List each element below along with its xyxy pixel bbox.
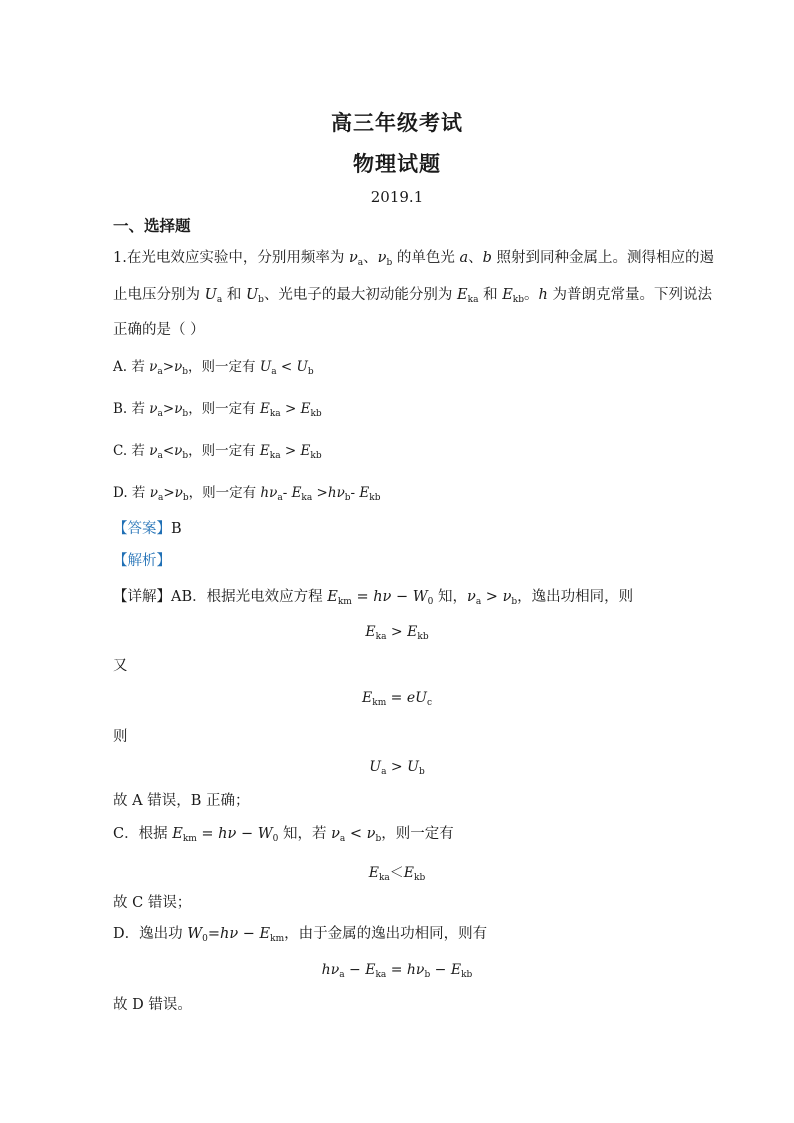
question-text: 为普朗克常量。下列说法 <box>547 287 712 303</box>
sub-kb: kb <box>512 295 524 305</box>
sub-a: a <box>339 834 346 844</box>
nu-symbol: ν <box>466 589 476 605</box>
relation: − <box>344 962 366 978</box>
var-E: E <box>300 443 311 459</box>
sub-kb: kb <box>414 873 426 883</box>
relation: > <box>162 359 175 375</box>
equation-3 <box>0 690 794 708</box>
page-title: 高三年级考试 <box>331 110 463 135</box>
option-text: ，则一定有 <box>188 485 261 501</box>
nu-symbol: ν <box>502 589 512 605</box>
sub-km: km <box>182 834 197 844</box>
analysis-label: 【解析】 <box>113 553 171 569</box>
var-U: U <box>204 287 217 303</box>
equation-4 <box>0 759 794 777</box>
answer-label: 【答案】 <box>113 521 171 537</box>
option-text: ，则一定有 <box>188 359 260 375</box>
relation: > <box>280 443 301 459</box>
var-E: E <box>365 624 376 640</box>
sub-b: b <box>182 409 189 419</box>
detail-line-1 <box>113 587 633 612</box>
relation: - <box>282 485 292 501</box>
question-text: 1.在光电效应实验中，分别用频率为 <box>113 250 349 266</box>
nu-symbol: ν <box>149 359 158 375</box>
relation: > <box>386 759 408 775</box>
sub-a: a <box>475 597 482 607</box>
var-E: E <box>365 962 376 978</box>
detail-line-d: D．逸出功 $W_0=h\nu - E_{km}$，由于金属的逸出功相同，则有 <box>113 926 488 944</box>
nu-symbol: ν <box>336 485 345 501</box>
var-E: E <box>450 962 462 978</box>
exam-date: 2019.1 <box>370 188 424 206</box>
sub-b: b <box>182 367 189 377</box>
sub-a: a <box>157 409 163 419</box>
sub-b: b <box>418 767 425 777</box>
relation: > <box>163 485 175 501</box>
nu-symbol: ν <box>348 250 358 266</box>
var-E: E <box>407 624 418 640</box>
sub-a: a <box>271 367 277 377</box>
sub-kb: kb <box>461 970 473 980</box>
relation: - <box>350 485 360 501</box>
question-text: 。 <box>524 287 539 303</box>
var-U: U <box>245 287 259 303</box>
var-E: E <box>359 485 370 501</box>
sub-0: 0 <box>202 934 208 944</box>
question-text: 和 <box>478 287 503 303</box>
var-b: b <box>482 250 492 266</box>
equation-part: =hν − <box>207 926 260 942</box>
relation: > <box>386 624 408 640</box>
sub-km: km <box>372 698 387 708</box>
var-U: U <box>407 759 419 775</box>
sub-b: b <box>182 493 189 503</box>
sub-kb: kb <box>310 409 322 419</box>
relation: − <box>430 962 451 978</box>
sub-0: 0 <box>272 834 279 844</box>
nu-symbol: ν <box>377 250 387 266</box>
option-label: C. 若 <box>113 443 150 459</box>
equation-part: = hν − W <box>196 826 273 842</box>
relation: ＜ <box>389 865 404 881</box>
option-text: ，则一定有 <box>188 401 260 417</box>
var-U: U <box>369 759 382 775</box>
section-heading: 一、选择题 <box>113 216 191 235</box>
sub-a: a <box>216 295 223 305</box>
sub-a: a <box>339 970 345 980</box>
relation: > <box>280 401 301 417</box>
sub-ka: ka <box>378 873 390 883</box>
sub-a: a <box>157 367 163 377</box>
sub-ka: ka <box>301 493 313 503</box>
sub-kb: kb <box>369 493 381 503</box>
var-h: h <box>327 485 337 501</box>
option-a <box>113 357 314 382</box>
sub-kb: kb <box>417 632 429 642</box>
option-label: A. 若 <box>113 359 150 375</box>
nu-symbol: ν <box>149 443 158 459</box>
equation-part: = eU <box>386 690 427 706</box>
sub-kb: kb <box>310 451 322 461</box>
var-E: E <box>291 485 302 501</box>
question-text: 、光电子的最大初动能分别为 <box>263 287 458 303</box>
separator: 、 <box>468 250 483 266</box>
nu-symbol: ν <box>174 359 183 375</box>
question-text: 照射到同种金属上。测得相应的遏 <box>491 250 715 266</box>
var-E: E <box>362 690 373 706</box>
sub-ka: ka <box>269 409 281 419</box>
var-E: E <box>368 865 379 881</box>
separator: 、 <box>363 250 378 266</box>
detail-text: 知，若 <box>278 826 332 842</box>
detail-you: 又 <box>113 658 128 674</box>
var-E: E <box>327 589 338 605</box>
sub-ka: ka <box>375 970 387 980</box>
equation-5 <box>0 862 794 883</box>
relation: < <box>276 359 297 375</box>
relation: > <box>162 401 175 417</box>
answer-value: B <box>171 521 182 537</box>
question-text: 的单色光 <box>392 250 460 266</box>
nu-symbol: ν <box>174 401 183 417</box>
nu-symbol: ν <box>269 485 278 501</box>
sub-ka: ka <box>269 451 281 461</box>
var-U: U <box>296 359 308 375</box>
sub-a: a <box>277 493 283 503</box>
conclusion-3: 故 D 错误。 <box>113 997 192 1013</box>
detail-text: D．逸出功 <box>113 926 188 942</box>
var-U: U <box>259 359 272 375</box>
sub-km: km <box>337 597 352 607</box>
detail-text: ，由于金属的逸出功相同，则有 <box>284 926 488 942</box>
var-E: E <box>172 826 183 842</box>
detail-text: ，逸出功相同，则 <box>517 589 634 605</box>
sub-b: b <box>424 970 431 980</box>
detail-text: 知， <box>433 589 467 605</box>
detail-text: C．根据 <box>113 826 173 842</box>
sub-b: b <box>511 597 518 607</box>
equation-6 <box>0 962 794 980</box>
var-E: E <box>502 287 513 303</box>
detail-ze: 则 <box>113 729 128 745</box>
var-a: a <box>459 250 469 266</box>
var-E: E <box>259 926 271 942</box>
var-E: E <box>403 865 415 881</box>
sub-a: a <box>157 451 163 461</box>
var-E: E <box>259 401 270 417</box>
detail-text: AB．根据光电效应方程 <box>171 589 328 605</box>
var-E: E <box>259 443 270 459</box>
option-b <box>113 399 322 424</box>
relation: > <box>481 589 503 605</box>
sub-a: a <box>357 258 364 268</box>
option-d <box>113 483 380 508</box>
sub-b: b <box>386 258 393 268</box>
equation-part: = hν <box>386 962 425 978</box>
sub-a: a <box>381 767 387 777</box>
nu-symbol: ν <box>331 826 340 842</box>
nu-symbol: ν <box>149 401 158 417</box>
detail-line-c <box>113 824 454 849</box>
var-h: h <box>538 287 548 303</box>
sub-ka: ka <box>375 632 387 642</box>
var-E: E <box>457 287 468 303</box>
relation: > <box>312 485 328 501</box>
detail-label: 【详解】 <box>113 589 171 605</box>
nu-symbol: ν <box>366 826 376 842</box>
sub-b: b <box>344 493 351 503</box>
option-c <box>113 441 322 466</box>
option-label: B. 若 <box>113 401 150 417</box>
sub-b: b <box>307 367 314 377</box>
sub-a: a <box>157 493 164 503</box>
sub-ka: ka <box>467 295 479 305</box>
sub-b: b <box>375 834 382 844</box>
nu-symbol: ν <box>174 485 183 501</box>
question-line-1 <box>113 248 714 273</box>
equation-part: = hν − W <box>351 589 428 605</box>
sub-b: b <box>182 451 189 461</box>
answer-line <box>113 519 182 539</box>
conclusion-1: 故 A 错误，B 正确； <box>113 793 250 809</box>
question-text: 止电压分别为 <box>113 287 205 303</box>
sub-0: 0 <box>427 597 434 607</box>
question-line-2 <box>113 285 712 310</box>
var-E: E <box>300 401 311 417</box>
equation-part: hν <box>321 962 340 978</box>
equation-2 <box>0 624 794 642</box>
sub-km: km <box>270 934 285 944</box>
relation: < <box>345 826 367 842</box>
sub-b: b <box>258 295 264 305</box>
sub-c: c <box>426 698 432 708</box>
relation: < <box>162 443 175 459</box>
nu-symbol: ν <box>149 485 158 501</box>
question-text: 和 <box>222 287 246 303</box>
conclusion-2: 故 C 错误； <box>113 895 192 911</box>
page-subtitle: 物理试题 <box>353 151 441 176</box>
option-label: D. 若 <box>113 485 150 501</box>
option-text: ，则一定有 <box>188 443 260 459</box>
var-h: h <box>260 485 270 501</box>
detail-text: ，则一定有 <box>381 826 454 842</box>
nu-symbol: ν <box>174 443 183 459</box>
question-line-3: 正确的是（ ） <box>113 322 205 338</box>
